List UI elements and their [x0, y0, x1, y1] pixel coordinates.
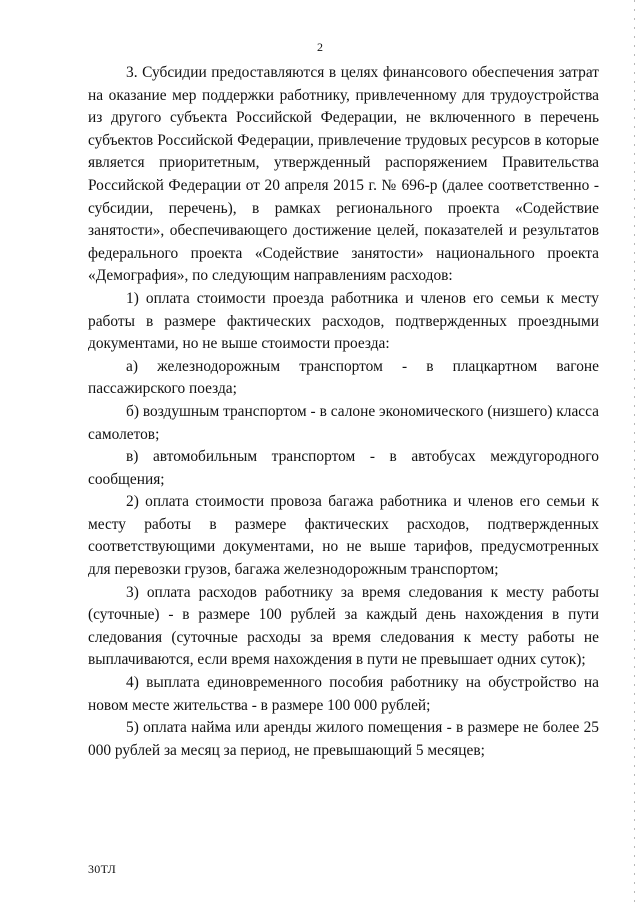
paragraph-item-3-per-diem: 3) оплата расходов работнику за время следования к месту работы (суточные) - в размере 100 рублей за каждый день нахождения в пути следования (суточные расходы за время следования к месту работы не выплачиваются, если время нахождения в пути не превышает одних суток); — [88, 583, 599, 669]
paragraph-item-1-travel-cost: 1) оплата стоимости проезда работника и членов его семьи к месту работы в размере фактических расходов, подтвержденных проездными документами, но не выше стоимости проезда: — [88, 289, 599, 353]
paragraph-item-1b-air: б) воздушным транспортом - в салоне экономического (низшего) класса самолетов; — [88, 402, 599, 443]
paragraph-item-1c-road: в) автомобильным транспортом - в автобусах междугородного сообщения; — [88, 448, 599, 488]
paragraph-item-4-lump-sum: 4) выплата единовременного пособия работнику на обустройство на новом месте жительства - в размере 100 000 рублей; — [88, 674, 599, 714]
document-code: 30ТЛ — [88, 862, 117, 876]
paragraph-subsidies-purpose: 3. Субсидии предоставляются в целях финансового обеспечения затрат на оказание мер поддержки работнику, привлеченному для трудоустройства из другого субъекта Российской Федерации, не включенного в перечень субъектов Российской Федерации, привлечение трудовых ресурсов в которые является приоритетным, утвержденный распоряжением Правительства Российской Федерации от 20 апреля 2015 г. № 696-р (далее соответственно - субсидии, перечень), в рамках регионального проекта «Содействие занятости», обеспечивающего достижение целей, показателей и результатов федерального проекта «Содействие занятости» национального проекта «Демография», по следующим направлениям расходов: — [88, 64, 599, 285]
paragraph-item-2-baggage: 2) оплата стоимости провоза багажа работника и членов его семьи к месту работы в размере фактических расходов, подтвержденных соответствующими документами, но не выше тарифов, предусмотренных для перевозки грузов, багажа железнодорожным транспортом; — [88, 493, 599, 579]
document-body — [88, 62, 599, 762]
scan-edge-dots — [634, 0, 635, 905]
paragraph-item-1a-railway: а) железнодорожным транспортом - в плацкартном вагоне пассажирского поезда; — [88, 357, 599, 398]
paragraph-item-5-housing: 5) оплата найма или аренды жилого помещения - в размере не более 25 000 рублей за месяц за период, не превышающий 5 месяцев; — [88, 719, 599, 759]
page-number: 2 — [317, 40, 323, 54]
